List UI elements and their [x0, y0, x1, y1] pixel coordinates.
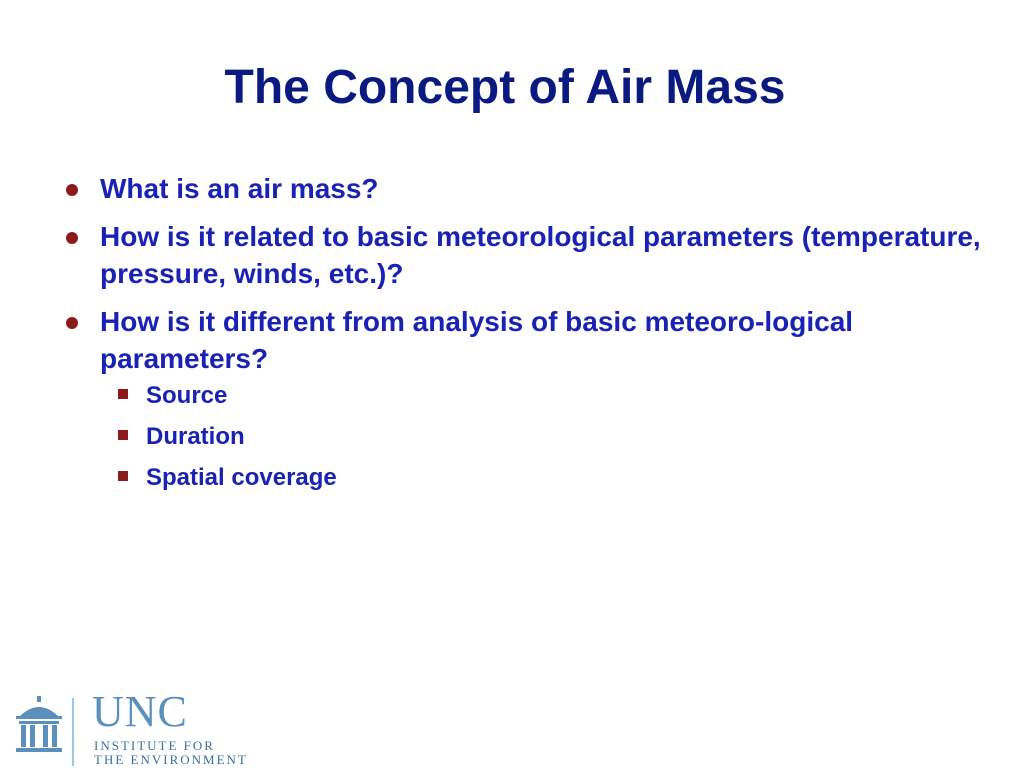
sub-bullet-list: [100, 381, 982, 493]
square-bullet-icon: [118, 471, 128, 481]
bullet-text: How is it related to basic meteorological parameters (temperature, pressure, winds, etc.)?: [100, 221, 981, 289]
bullet-dot-icon: [66, 232, 78, 244]
sub-bullet-text: Source: [146, 382, 228, 409]
logo-unc-text: UNC: [92, 687, 188, 736]
sub-bullet-item: [100, 463, 982, 493]
square-bullet-icon: [118, 389, 128, 399]
sub-bullet-item: [100, 381, 982, 411]
sub-bullet-text: Spatial coverage: [146, 464, 337, 491]
logo-line-2: THE ENVIRONMENT: [94, 752, 248, 767]
sub-bullet-text: Duration: [146, 423, 245, 450]
bullet-list: [62, 170, 982, 504]
bullet-item: [62, 218, 982, 292]
bullet-text: How is it different from analysis of basic meteoro-logical parameters?: [100, 306, 854, 374]
sub-bullet-item: [100, 422, 982, 452]
bullet-item: [62, 303, 982, 493]
bullet-dot-icon: [66, 317, 78, 329]
logo-divider: [72, 698, 74, 766]
unc-logo: [10, 687, 310, 768]
bullet-dot-icon: [66, 184, 78, 196]
logo-line-1: INSTITUTE FOR: [94, 738, 215, 753]
bullet-text: What is an air mass?: [100, 173, 379, 204]
square-bullet-icon: [118, 430, 128, 440]
bullet-item: [62, 170, 982, 207]
slide-title: The Concept of Air Mass: [224, 61, 786, 114]
bell-tower-icon: [10, 694, 68, 754]
